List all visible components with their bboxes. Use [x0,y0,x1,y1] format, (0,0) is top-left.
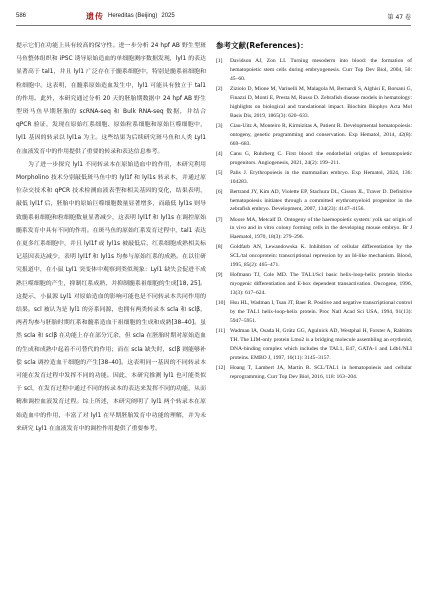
volume-label: 第 47 卷 [387,13,411,21]
reference-item [216,327,412,363]
reference-item [216,150,412,168]
reference-number: [7] [216,216,223,223]
body-text-column [16,40,206,585]
journal-name: Hereditas (Beijing) [108,13,158,19]
reference-text: Hoang T, Lambert JA, Martin R. SCL/TAL1 in hematopoiesis and cellular reprogramming. Curr Top Dev Biol, 2016, 118: 163–204. [230,364,412,380]
reference-number: [1] [216,58,223,64]
reference-number: [2] [216,85,223,92]
reference-text: Canu G, Ruhrberg C. First blood: the endothelial origins of hematopoietic progenitors. Angiogenesis, 2021, 24(2): 199–211. [230,150,412,166]
reference-item [216,299,412,326]
reference-text: Hofmann TJ, Cole MD. The TAL1/Scl basic helix-loop-helix protein blocks myogenic differentiation and E-box dependent transactivation. Oncogene, 1996, 13(3): 617–624. [230,272,412,297]
reference-item [216,122,412,149]
reference-number: [11] [216,328,226,335]
reference-text: Ciau-Uitz A, Monteiro R, Kirmizitas A, Patient R. Developmental hematopoiesis: ontogeny, genetic programming and conservation. Exp Hematol, 2014, 42(8): 669–683. [230,122,412,147]
reference-item [216,364,412,382]
references-column [216,40,412,592]
reference-text: Moore MA, Metcalf D. Ontogeny of the haemopoietic system: yolk sac origin of in vivo and in vitro colony forming cells in the developing mouse embryo. Br J Haematol, 1970, 18(3): 279–296. [230,216,412,241]
reference-text: Palis J. Erythropoiesis in the mammalian embryo. Exp Hematol, 2024, 136: 104283. [230,169,412,185]
reference-number: [6] [216,188,223,195]
journal-logo: 遗传 [86,11,105,21]
reference-number: [8] [216,244,223,251]
header-rule [16,25,411,26]
body-paragraph: 为了进一步探究 lyl1 不同转录本在原始造血中的作用，本研究利用 Morpholino 技术分别敲低斑马鱼中的 lyl1f 和 lyl1s 转录本，并通过原位杂交技术和 qPCR 技术检测血液表型和相关基因的变化，结果表明，敲低 lyl1f 后，胚胎中的原始巨噬细胞数量显著增多，而敲低 lyl1s 则导致髓系祖细胞和粒细胞数量显著减少，这表明 lyl1f 和 lyl1s 在调控原始髓系发育中具有不同的作用。在斑马鱼的原始红系发育过程中，tal1 表达在更多红系细胞中，并且 lyl1f 或 lyl1s 被敲低后，红系细胞成熟相关标记基因表达减少，表明 lyl1f 和 lyl1s 均参与原始红系的成熟。在以往研究报道中，在小鼠 Lyl1 突变体中观察到类似现象：Lyl1 缺失会促进不成熟巨噬细胞的产生，抑制红系成熟，并抑制髓系祖细胞的生成[18, 25]。这提示，小鼠源 Lyl1 对原始造血的影响可能也是不同转录本共同作用的结果。scl 被认为是 lyl1 的旁系同源，也拥有两类转录本 scla 和 sclβ，两者均参与胚胎时期红系和髓系造血干祖细胞的生成和成熟[38–40]。虽然 scla 和 sclβ 在功能上存在部分冗余，但 scla 在胚胎时期对原始造血的生成和成熟中起着不可替代的作用；而在 scla 缺失时，sclβ 则能够补偿 scla 调控造血干细胞的产生[38–40]。这表明同一基因的不同转录本可能在发育过程中发挥不同的功能。因此，本研究推测 lyl1 也可能类似于 scl，在发育过程中通过不同的转录本的表达来发挥不同的功能，从而精准调控血液发育过程。综上所述，本研究阐明了 lyl1 两个转录本在原始造血中的作用，丰富了对 lyl1 在早期胚胎发育中功能的理解，并为未来研究 Lyl1 在血液发育中的调控作用提供了重要参考。 [16,161,206,432]
body-paragraph: 提示它们在功能上具有较高的保守性。进一步分析 24 hpf AB 野生型斑马鱼整体组织和 iPSC 诱导原始造血的单细胞测序数据发现，lyl1 的表达显著高于 tal1，并且 lyl1 广泛存在于髓系细胞中，特别是髓系祖细胞和粒细胞中。这表明，在髓系原始造血发生中，lyl1 可能具有独立于 tal1 的作用。此外，本研究通过分析 20 天的胚胎期数据中 24 hpf AB 野生型斑马鱼早期胚胎的 scRNA-seq 和 Bulk RNA-seq 数据，并结合 qPCR 验证，发现在原始红系细胞、原始粒系细胞和原始巨噬细胞中，lyl1 基因的转录以 lyl1a 为主。这些结果为后续研究斑马鱼和人类 Lyl1 在血液发育中的作用提供了重要的转录和表达信息参考。 [16,43,206,155]
references-heading: 参考文献(References)： [216,41,308,50]
reference-item [216,271,412,298]
reference-number: [12] [216,364,226,371]
journal-year: 2025 [161,13,175,19]
reference-number: [9] [216,272,223,279]
reference-text: Ziziolo D, Mione M, Varinelli M, Malagola M, Bernardi S, Alghisi E, Borsani G, Finazzi D, Monti E, Presta M, Russo D. Zebrafish disease models in hematology: highlights on biological and translational impact. Biochim Biophys Acta Mol Basis Dis, 2019, 1865(3): 620–633. [230,85,412,119]
reference-item [216,188,412,215]
page-number: 586 [16,13,27,19]
reference-text: Hsu HL, Wadman I, Tsan JT, Baer R. Positive and negative transcriptional control by the TAL1 helix-loop-helix protein. Proc Natl Acad Sci USA, 1994, 91(13): 5947–5951. [230,300,412,325]
reference-number: [10] [216,300,226,307]
reference-list [216,57,412,382]
reference-number: [3] [216,122,223,129]
reference-text: Bertrand JY, Kim AD, Violette EP, Stachura DL, Cisson JL, Traver D. Definitive hematopoiesis initiates through a committed erythromyeloid progenitor in the zebrafish embryo. Development, 2007, 134(23): 4147–4156. [230,188,412,213]
reference-text: Goldfarb AN, Lewandowska K. Inhibition of cellular differentiation by the SCL/tal oncoprotein: transcriptional repression by an Id-like mechanism. Blood, 1995, 85(2): 465–471. [230,244,412,269]
reference-item [216,216,412,243]
running-header [16,8,411,24]
reference-item [216,243,412,270]
reference-number: [4] [216,150,223,157]
reference-item [216,169,412,187]
reference-number: [5] [216,169,223,176]
reference-text: Wadman IA, Osada H, Grütz GG, Agulnick AD, Westphal H, Forster A, Rabbitts TH. The LIM-only protein Lmo2 is a bridging molecule assembling an erythroid, DNA-binding complex which includes the TAL1, E47, GATA-1 and Ldb1/NLI proteins. EMBO J, 1997, 16(11): 3145–3157. [230,328,412,361]
reference-text: Davidson AJ, Zon LI. Turning mesoderm into blood: the formation of hematopoietic stem cells during embryogenesis. Curr Top Dev Biol, 2004, 50: 45–60. [230,58,412,82]
reference-item [216,85,412,121]
reference-item [216,57,412,84]
